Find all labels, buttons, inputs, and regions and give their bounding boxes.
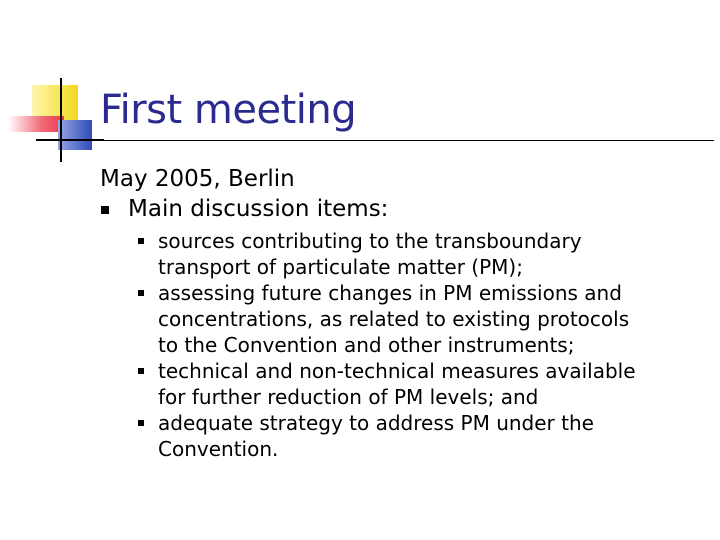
title-divider (100, 140, 714, 141)
slide-logo-icon (0, 0, 110, 170)
sub-item (158, 280, 698, 358)
sub-item-text-line: for further reduction of PM levels; and (158, 385, 539, 409)
square-bullet-icon (138, 420, 144, 426)
sub-item-text-line: technical and non-technical measures available (158, 359, 636, 383)
slide-title: First meeting (100, 87, 357, 133)
sub-item-text-line: assessing future changes in PM emissions and (158, 281, 622, 305)
sub-item-text-line: Convention. (158, 437, 279, 461)
sub-item-text-line: to the Convention and other instruments; (158, 333, 575, 357)
sub-item-text-line: transport of particulate matter (PM); (158, 255, 523, 279)
sub-item-text-line: adequate strategy to address PM under the (158, 411, 594, 435)
square-bullet-icon (138, 290, 144, 296)
main-item-label: Main discussion items: (128, 196, 389, 222)
main-item (100, 194, 700, 224)
slide-body (100, 164, 700, 462)
sub-item-list (100, 228, 700, 462)
sub-item-text-line: concentrations, as related to existing protocols (158, 307, 630, 331)
sub-item (158, 358, 698, 410)
square-bullet-icon (138, 368, 144, 374)
sub-item (158, 410, 698, 462)
square-bullet-icon (101, 206, 109, 214)
sub-item (158, 228, 698, 280)
logo-blue-square (58, 120, 92, 150)
sub-item-text-line: sources contributing to the transboundary (158, 229, 582, 253)
square-bullet-icon (138, 238, 144, 244)
date-location-line: May 2005, Berlin (100, 166, 295, 192)
logo-red-bar (8, 116, 64, 132)
